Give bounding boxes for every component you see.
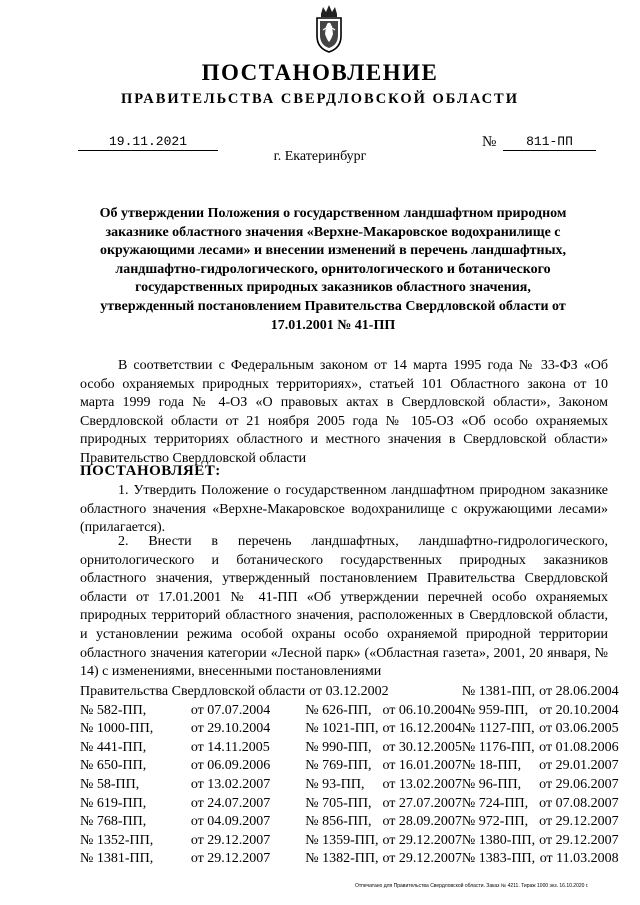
table-row — [80, 813, 619, 832]
amendment-date: от 29.12.2007 — [382, 832, 462, 848]
document-number: 811-ПП — [526, 134, 573, 149]
amendment-date: от 06.10.2004 — [382, 702, 462, 718]
document-subject: Об утверждении Положения о государственном ландшафтном природном заказнике областного значения «Верхне-Макаровское водохранилище с окружающими лесами» и внесении изменений в перечень ландшафтных, ландшафтно-гидрологического, орнитологического и ботанического государственных природных заказников областного значения, утвержденный постановлением Правительства Свердловской области от 17.01.2001 № 41-ПП — [99, 206, 567, 333]
amendment-number: № 1127-ПП, — [461, 721, 535, 737]
amendment-number: № 1021-ПП, — [305, 721, 379, 737]
amendment-number: № 93-ПП, — [305, 776, 365, 792]
amendment-date: от 03.12.2002 — [309, 684, 389, 699]
amendment-date: от 07.07.2004 — [190, 702, 271, 718]
amendment-date: от 04.09.2007 — [190, 814, 271, 830]
item-2-paragraph: 2. Внести в перечень ландшафтных, ландшафтно-гидрологического, орнитологического и ботанического государственных природных заказников областного значения, утвержденный постановлением Правительства Свердловской области от 17.01.2001 № 41-ПП «Об утверждении перечней особо охраняемых природных территорий областного значения, расположенных в Свердловской области, и установлении режима особой охраны особо охраняемой природной территории областного значения категории «Лесной парк» («Областная газета», 2001, 20 января, № 14) с изменениями, внесенными постановлениями — [80, 534, 608, 680]
amendment-date: от 16.01.2007 — [382, 758, 462, 774]
amendment-date: от 11.03.2008 — [539, 851, 619, 867]
amendment-number: № 1381-ПП, — [80, 851, 154, 867]
amendment-number: № 990-ПП, — [305, 739, 372, 755]
amendment-date: от 03.06.2005 — [539, 721, 619, 737]
amendment-date: от 29.12.2007 — [539, 832, 619, 848]
coat-of-arms-icon — [312, 4, 346, 54]
amendment-number: № 626-ПП, — [305, 702, 372, 718]
amendment-date: от 29.12.2007 — [190, 832, 271, 848]
table-row — [80, 683, 619, 702]
amendment-date: от 16.12.2004 — [382, 721, 462, 737]
number-sign: № — [482, 134, 497, 150]
amendment-date: от 24.07.2007 — [190, 795, 271, 811]
amendment-number: № 768-ПП, — [80, 814, 147, 830]
amendment-number: № 1382-ПП, — [305, 851, 379, 867]
amendment-number: № 769-ПП, — [305, 758, 372, 774]
issuer-heading: ПРАВИТЕЛЬСТВА СВЕРДЛОВСКОЙ ОБЛАСТИ — [120, 91, 520, 107]
amendment-date: от 13.02.2007 — [382, 776, 462, 792]
amendment-number: № 1383-ПП, — [461, 851, 536, 867]
amendment-date: от 06.09.2006 — [190, 758, 271, 774]
table-row — [80, 850, 619, 869]
amendment-number: № 582-ПП, — [80, 702, 147, 718]
amendment-lead: Правительства Свердловской области — [80, 684, 306, 699]
table-row — [80, 757, 619, 776]
amendment-date: от 29.10.2004 — [190, 721, 271, 737]
amendment-date: от 29.01.2007 — [539, 758, 619, 774]
table-row — [80, 720, 619, 739]
print-note: Отпечатано для Правительства Свердловской области. Заказ № 4211. Тираж 1000 экз. 16.10.2020 г. — [355, 883, 589, 889]
amendment-date: от 01.08.2006 — [539, 739, 619, 755]
item-1-paragraph: 1. Утвердить Положение о государственном ландшафтном природном заказнике областного значения «Верхне-Макаровское водохранилище с окружающими лесами» (прилагается). — [80, 483, 608, 536]
document-type-heading: ПОСТАНОВЛЕНИЕ — [201, 60, 439, 85]
amendment-date: от 28.06.2004 — [539, 684, 619, 699]
amendment-number: № 650-ПП, — [80, 758, 147, 774]
amendment-date: от 29.12.2007 — [190, 851, 271, 867]
amendment-date: от 28.09.2007 — [382, 814, 462, 830]
preamble-paragraph: В соответствии с Федеральным законом от 14 марта 1995 года № 33-ФЗ «Об особо охраняемых природных территориях», статьей 101 Областного закона от 10 марта 1999 года № 4-ОЗ «О правовых актах в Свердловской области», Законом Свердловской области от 21 ноября 2005 года № 105-ОЗ «Об особо охраняемых природных территориях областного и местного значения в Свердловской области» Правительство Свердловской области — [80, 358, 608, 466]
amendments-table — [80, 683, 619, 869]
city-label: г. Екатеринбург — [273, 149, 367, 164]
amendment-number: № 58-ПП, — [80, 776, 140, 792]
amendment-number: № 619-ПП, — [80, 795, 147, 811]
table-row — [80, 739, 619, 758]
amendment-number: № 1000-ПП, — [80, 721, 154, 737]
amendment-number: № 705-ПП, — [305, 795, 372, 811]
document-date: 19.11.2021 — [108, 134, 187, 149]
amendment-number: № 972-ПП, — [461, 814, 529, 830]
amendment-date: от 30.12.2005 — [382, 739, 462, 755]
amendment-number: № 959-ПП, — [461, 702, 529, 718]
amendment-number: № 724-ПП, — [461, 795, 529, 811]
table-row — [80, 832, 619, 851]
decree-word: ПОСТАНОВЛЯЕТ: — [80, 463, 221, 479]
amendment-date: от 29.12.2007 — [539, 814, 619, 830]
amendment-date: от 13.02.2007 — [190, 776, 271, 792]
amendment-date: от 14.11.2005 — [190, 739, 270, 755]
amendment-number: № 1352-ПП, — [80, 832, 154, 848]
amendment-date: от 29.06.2007 — [539, 776, 619, 792]
amendment-number: № 856-ПП, — [305, 814, 372, 830]
amendment-number: № 441-ПП, — [80, 739, 147, 755]
amendment-number: № 18-ПП, — [461, 758, 522, 774]
amendment-number: № 1381-ПП, — [461, 684, 536, 699]
table-row — [80, 795, 619, 814]
amendment-date: от 20.10.2004 — [539, 702, 619, 718]
amendment-date: от 27.07.2007 — [382, 795, 462, 811]
table-row — [80, 776, 619, 795]
amendment-number: № 1380-ПП, — [461, 832, 536, 848]
amendment-number: № 1359-ПП, — [305, 832, 379, 848]
amendment-date: от 07.08.2007 — [539, 795, 619, 811]
amendment-date: от 29.12.2007 — [382, 851, 462, 867]
table-row — [80, 702, 619, 721]
amendment-number: № 96-ПП, — [461, 776, 522, 792]
amendment-number: № 1176-ПП, — [461, 739, 535, 755]
